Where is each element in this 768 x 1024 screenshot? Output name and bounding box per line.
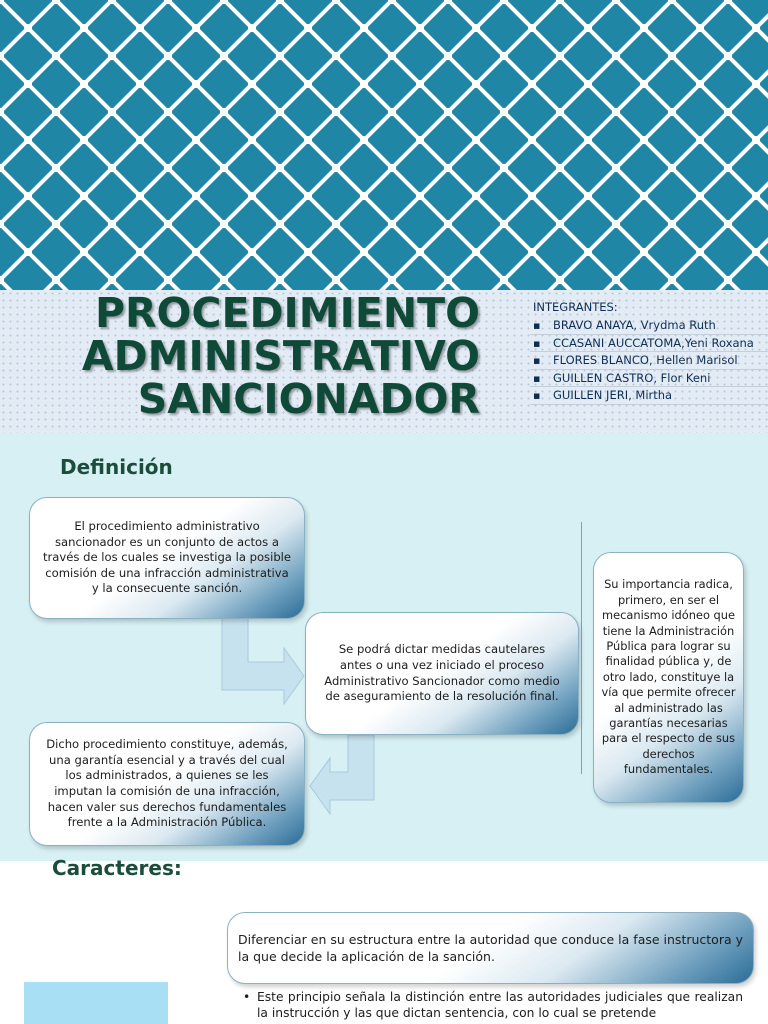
- divider-line: [581, 522, 582, 774]
- member-item: ▪ CCASANI AUCCATOMA,Yeni Roxana: [533, 335, 768, 353]
- precautionary-measures-card: [305, 612, 579, 735]
- characteristics-heading: Caracteres:: [52, 856, 182, 880]
- members-list: [533, 300, 768, 405]
- side-color-box: [24, 982, 168, 1024]
- characteristic-text: Diferenciar en su estructura entre la autoridad que conduce la fase instructora y la que decide la aplicación de la sanción.: [238, 932, 743, 964]
- bullet-point: [243, 990, 743, 1021]
- diamond-pattern-graphic: [0, 0, 768, 290]
- members-heading: INTEGRANTES:: [533, 300, 618, 314]
- characteristics-section: [0, 856, 768, 1024]
- definition-text: El procedimiento administrativo sancionador es un conjunto de actos a través de los cuales se investiga la posible comisión de una infracción administrativa y la consecuente sanción.: [42, 519, 292, 596]
- decorative-pattern: [0, 0, 768, 290]
- characteristic-card: [227, 912, 754, 984]
- guarantee-card: [29, 722, 305, 846]
- definition-card: [29, 497, 305, 619]
- bullet-marker: •: [243, 990, 251, 1004]
- member-item: ▪ GUILLEN CASTRO, Flor Keni: [533, 370, 768, 388]
- member-item: ▪ GUILLEN JERI, Mirtha: [533, 387, 768, 405]
- title-line-2: ADMINISTRATIVO: [81, 332, 480, 380]
- definition-heading: Definición: [60, 455, 173, 479]
- importance-text: Su importancia radica, primero, en ser el mecanismo idóneo que tiene la Administración Pública para lograr su finalidad pública y, de otro lado, constituye la vía que permite ofrecer al administrado las garantías necesarias para el respecto de sus derechos fundamentales.: [601, 577, 736, 777]
- guarantee-text: Dicho procedimiento constituye, además, una garantía esencial y a través del cual los administrados, a quienes se les imputan la comisión de una infracción, hacen valer sus derechos fundamentales frente a la Administración Pública.: [46, 737, 288, 830]
- title-line-3: SANCIONADOR: [137, 375, 480, 423]
- precautionary-measures-text: Se podrá dictar medidas cautelares antes o una vez iniciado el proceso Administrativo Sancionador como medio de aseguramiento de la resolución final.: [324, 642, 560, 704]
- member-item: ▪ FLORES BLANCO, Hellen Marisol: [533, 352, 768, 370]
- title-line-1: PROCEDIMIENTO: [94, 289, 480, 337]
- bullet-text: Este principio señala la distinción entre las autoridades judiciales que realizan la instrucción y las que dictan sentencia, con lo cual se pretende: [257, 990, 743, 1020]
- importance-card: [593, 552, 744, 803]
- member-item: ▪ BRAVO ANAYA, Vrydma Ruth: [533, 317, 768, 335]
- page-title: [81, 289, 480, 423]
- title-band: [0, 290, 768, 433]
